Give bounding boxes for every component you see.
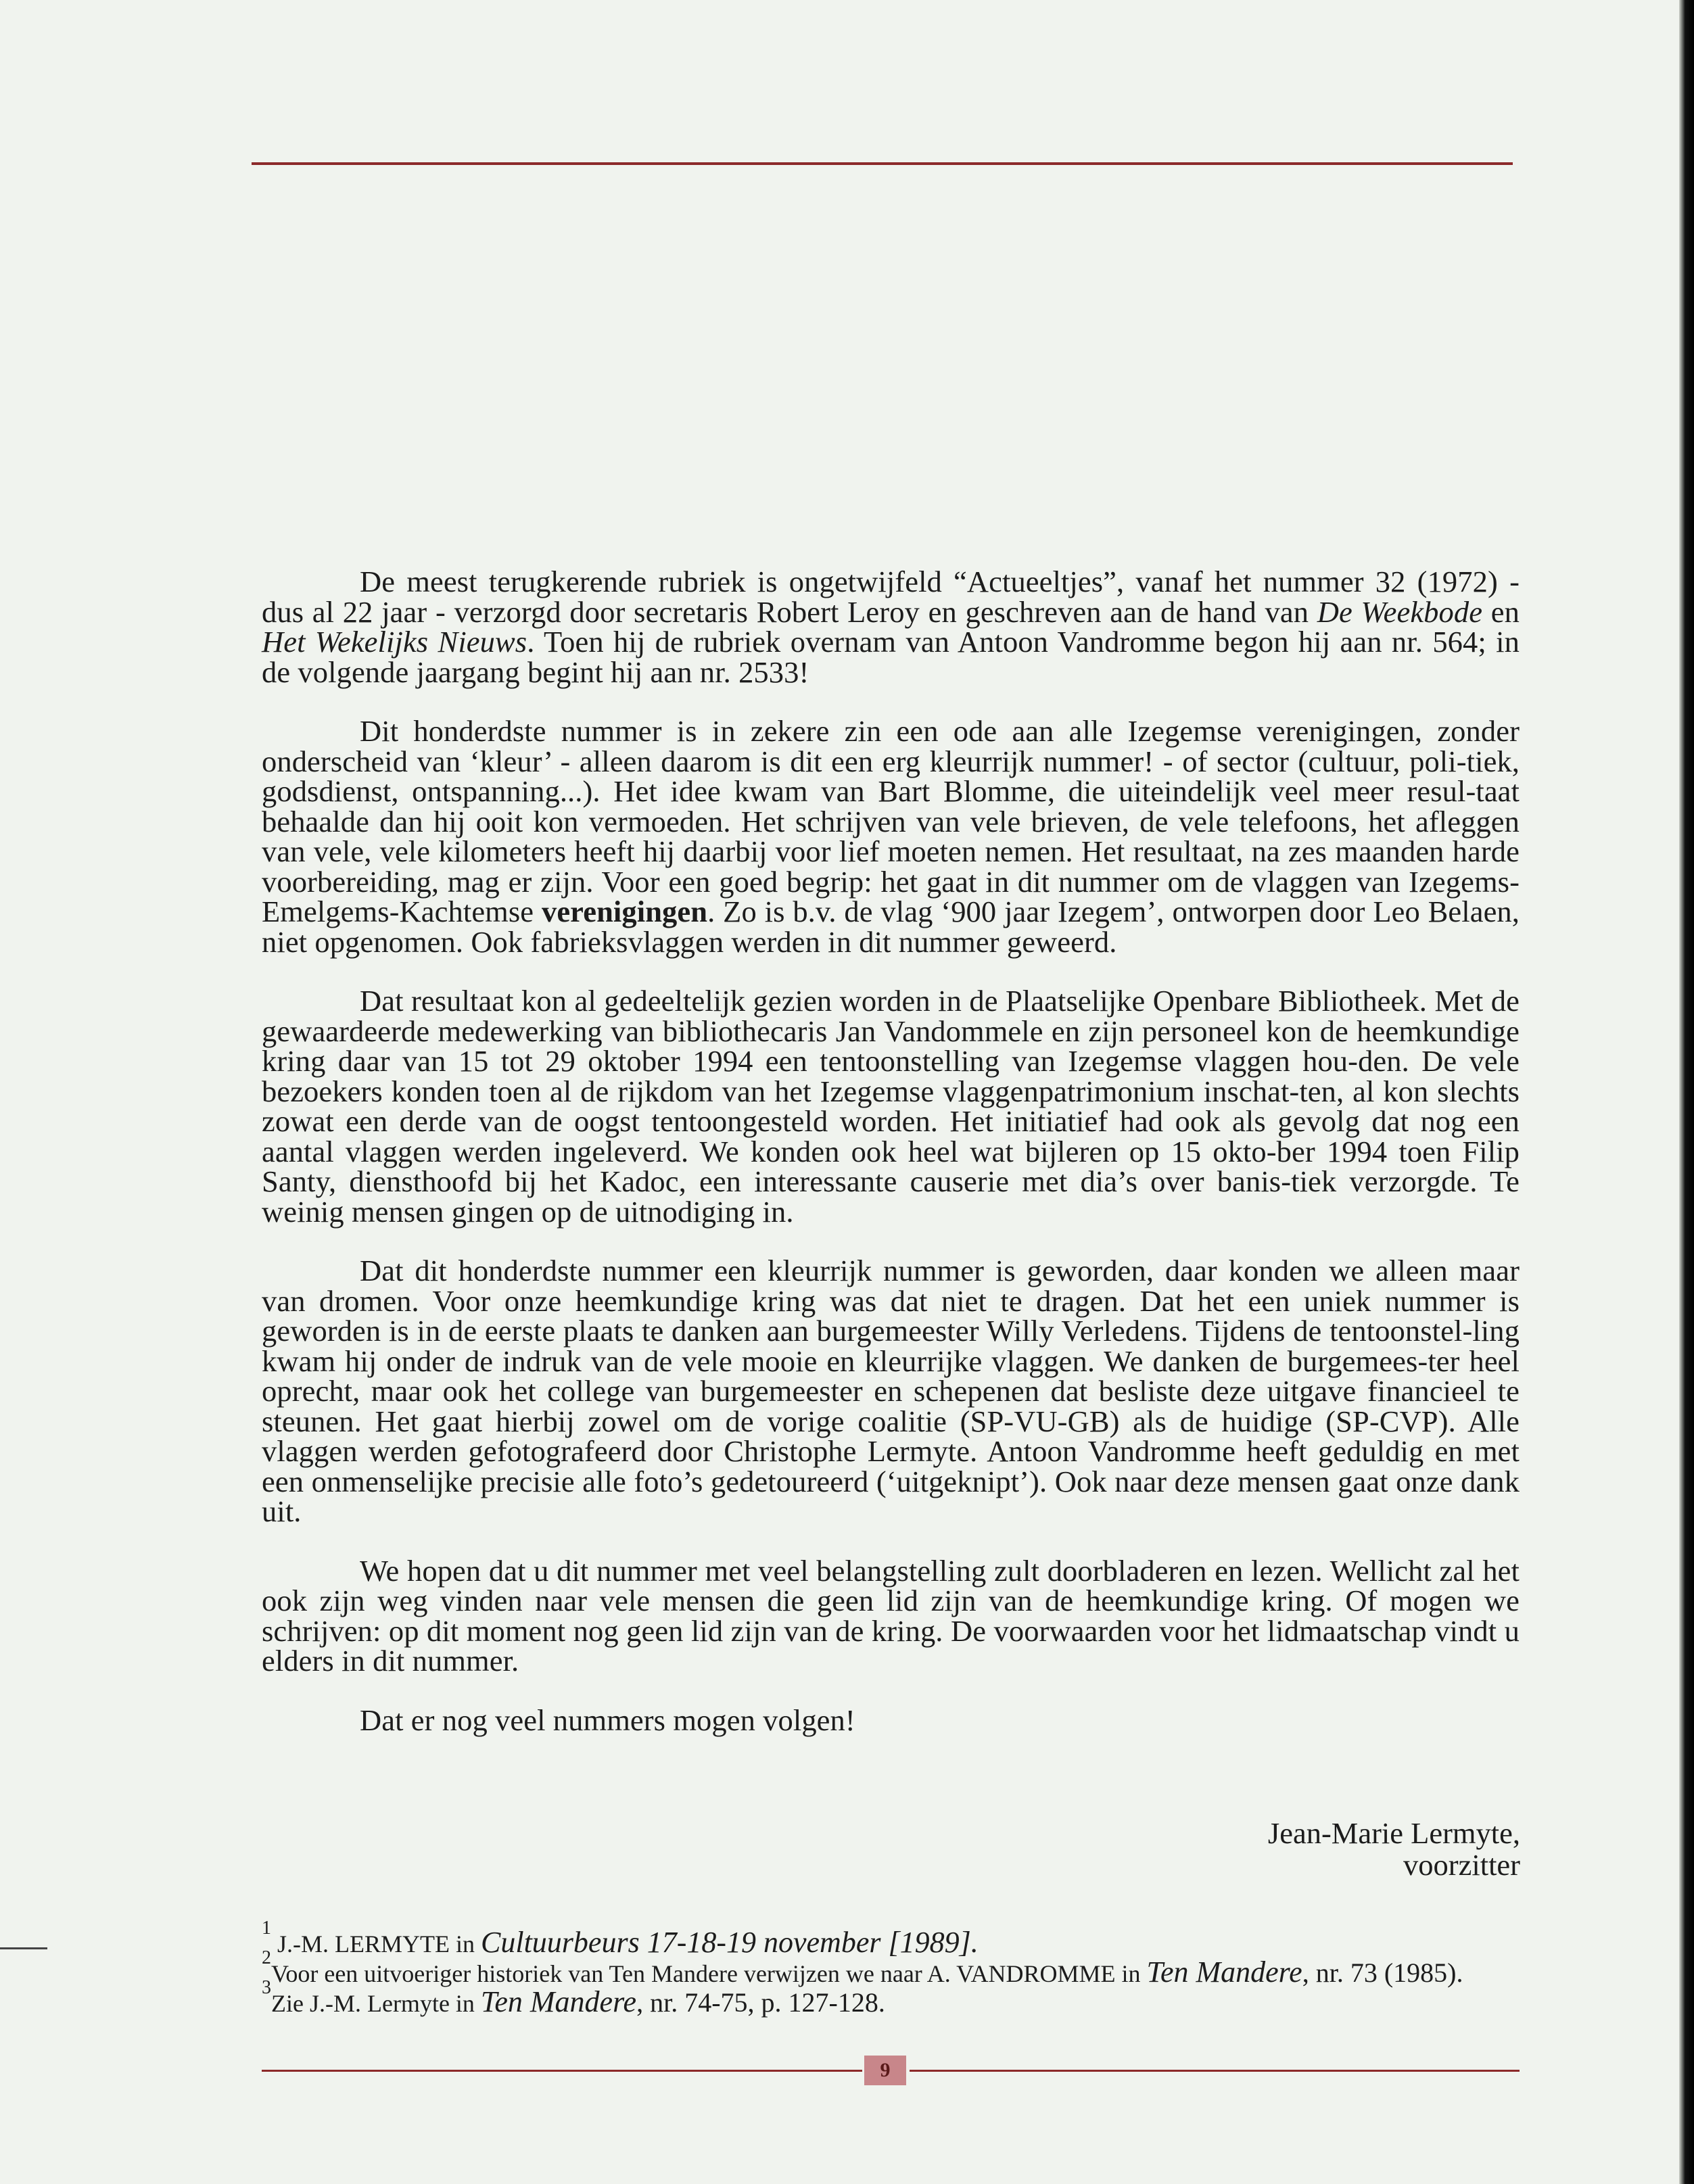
footnote-title: Ten Mandere bbox=[480, 1985, 637, 2018]
footnote-text: J.-M. LERMYTE in bbox=[271, 1930, 481, 1957]
paragraph-kleurrijk-nummer bbox=[262, 1256, 1520, 1527]
bottom-rule-left bbox=[262, 2070, 862, 2072]
text-run: . Toen hij de rubriek overnam van Antoon Vandromme begon hij aan nr. 564; in de volgende jaargang begint hij aan nr. 2533! bbox=[262, 625, 1520, 689]
footnotes bbox=[262, 1918, 1520, 2018]
text-run: verenigingen bbox=[541, 895, 708, 928]
footnote-2 bbox=[262, 1947, 1520, 1989]
text-run: We hopen dat u dit nummer met veel belangstelling zult doorbladeren en lezen. Wellicht zal het ook zijn weg vinden naar vele mensen die geen lid zijn van de heemkundige kring. Of mogen we schrijven: op dit moment nog geen lid zijn van de kring. De voorwaarden voor het lidmaatschap vindt u elders in dit nummer. bbox=[262, 1553, 1520, 1678]
footnote-title: Ten Mandere bbox=[1146, 1955, 1302, 1989]
footnote-text: , nr. 74-75, p. 127-128. bbox=[636, 1987, 885, 2018]
footnote-text: Zie J.-M. Lermyte in bbox=[271, 1990, 481, 2017]
footnote-text: , nr. 73 (1985). bbox=[1302, 1957, 1463, 1988]
text-run: Dat er nog veel nummers mogen volgen! bbox=[360, 1703, 855, 1737]
paragraph-closing bbox=[262, 1705, 1520, 1736]
text-run: . Zo is b.v. de vlag ‘900 jaar Izegem’, ontworpen door Leo Belaen, niet opgenomen. Ook fabrieksvlaggen werden in dit nummer geweerd. bbox=[262, 895, 1520, 959]
footnote-1 bbox=[262, 1918, 1520, 1959]
page-scan-edge bbox=[1679, 0, 1694, 2184]
signature-role: voorzitter bbox=[1403, 1848, 1520, 1882]
footnote-title: Cultuurbeurs 17-18-19 november [1989]. bbox=[481, 1926, 979, 1959]
paragraph-tentoonstelling bbox=[262, 986, 1520, 1227]
article-body bbox=[262, 567, 1520, 1770]
page-number: 9 bbox=[864, 2056, 906, 2085]
footnote-number: 2 bbox=[262, 1947, 271, 1968]
text-run: De Weekbode bbox=[1317, 594, 1483, 629]
footnote-number: 3 bbox=[262, 1977, 271, 1998]
paragraph-actueeltjes bbox=[262, 567, 1520, 687]
paragraph-ode-verenigingen bbox=[262, 716, 1520, 957]
text-run: Dat resultaat kon al gedeeltelijk gezien worden in de Plaatselijke Openbare Bibliotheek. Met de gewaardeerde medewerking van bibliothecaris Jan Vandommele en zijn personeel kon de heemkundige kring daar van 15 tot 29 oktober 1994 een tentoonstelling van Izegemse vlaggen hou-den. De vele bezoekers konden toen al de rijkdom van het Izegemse vlaggenpatrimonium inschat-ten, al kon slechts zowat een derde van de oogst tentoongesteld worden. Het initiatief had ook als gevolg dat nog een aantal vlaggen werden ingeleverd. We konden ook heel wat bijleren op 15 okto-ber 1994 toen Filip Santy, diensthoofd bij het Kadoc, een interessante causerie met dia’s over banis-tiek verzorgde. Te weinig mensen gingen op de uitnodiging in. bbox=[262, 984, 1520, 1229]
footnote-number: 1 bbox=[262, 1918, 271, 1939]
margin-mark bbox=[0, 1947, 47, 1949]
signature-block bbox=[1150, 1818, 1520, 1881]
footnote-text: Voor een uitvoeriger historiek van Ten Mandere verwijzen we naar A. VANDROMME in bbox=[271, 1960, 1147, 1987]
text-run: en bbox=[1482, 594, 1520, 629]
text-run: De meest terugkerende rubriek is ongetwijfeld “Actueeltjes”, vanaf het nummer 32 (1972) - dus al 22 jaar - verzorgd door secretaris Robert Leroy en geschreven aan de hand van bbox=[262, 565, 1520, 629]
signature-name: Jean-Marie Lermyte, bbox=[1267, 1816, 1520, 1850]
bottom-rule-right bbox=[910, 2070, 1520, 2072]
text-run: Het Wekelijks Nieuws bbox=[262, 625, 527, 659]
text-run: Dit honderdste nummer is in zekere zin een ode aan alle Izegemse verenigingen, zonder onderscheid van ‘kleur’ - alleen daarom is dit een erg kleurrijk nummer! - of sector (cultuur, poli-tiek, godsdienst, ontspanning...). Het idee kwam van Bart Blomme, die uiteindelijk veel meer resul-taat behaalde dan hij ooit kon vermoeden. Het schrijven van vele brieven, de vele telefoons, het afleggen van vele, vele kilometers heeft hij daarbij voor lief moeten nemen. Het resultaat, na zes maanden harde voorbereiding, mag er zijn. Voor een goed begrip: het gaat in dit nummer om de vlaggen van Izegems-Emelgems-Kachtemse bbox=[262, 714, 1520, 928]
top-rule bbox=[252, 162, 1513, 165]
paragraph-doorbladeren bbox=[262, 1553, 1520, 1678]
text-run: Dat dit honderdste nummer een kleurrijk nummer is geworden, daar konden we alleen maar van dromen. Voor onze heemkundige kring was dat niet te dragen. Dat het een uniek nummer is geworden is in de eerste plaats te danken aan burgemeester Willy Verledens. Tijdens de tentoonstel-ling kwam hij onder de indruk van de vele mooie en kleurrijke vlaggen. We danken de burgemees-ter heel oprecht, maar ook het college van burgemeester en schepenen dat besliste deze uitgave financieel te steunen. Het gaat hierbij zowel om de vorige coalitie (SP-VU-GB) als de huidige (SP-CVP). Alle vlaggen werden gefotografeerd door Christophe Lermyte. Antoon Vandromme heeft geduldig en met een onmenselijke precisie alle foto’s gedetoureerd (‘uitgeknipt’). Ook naar deze mensen gaat onze dank uit. bbox=[262, 1254, 1520, 1528]
footnote-3 bbox=[262, 1977, 1520, 2018]
